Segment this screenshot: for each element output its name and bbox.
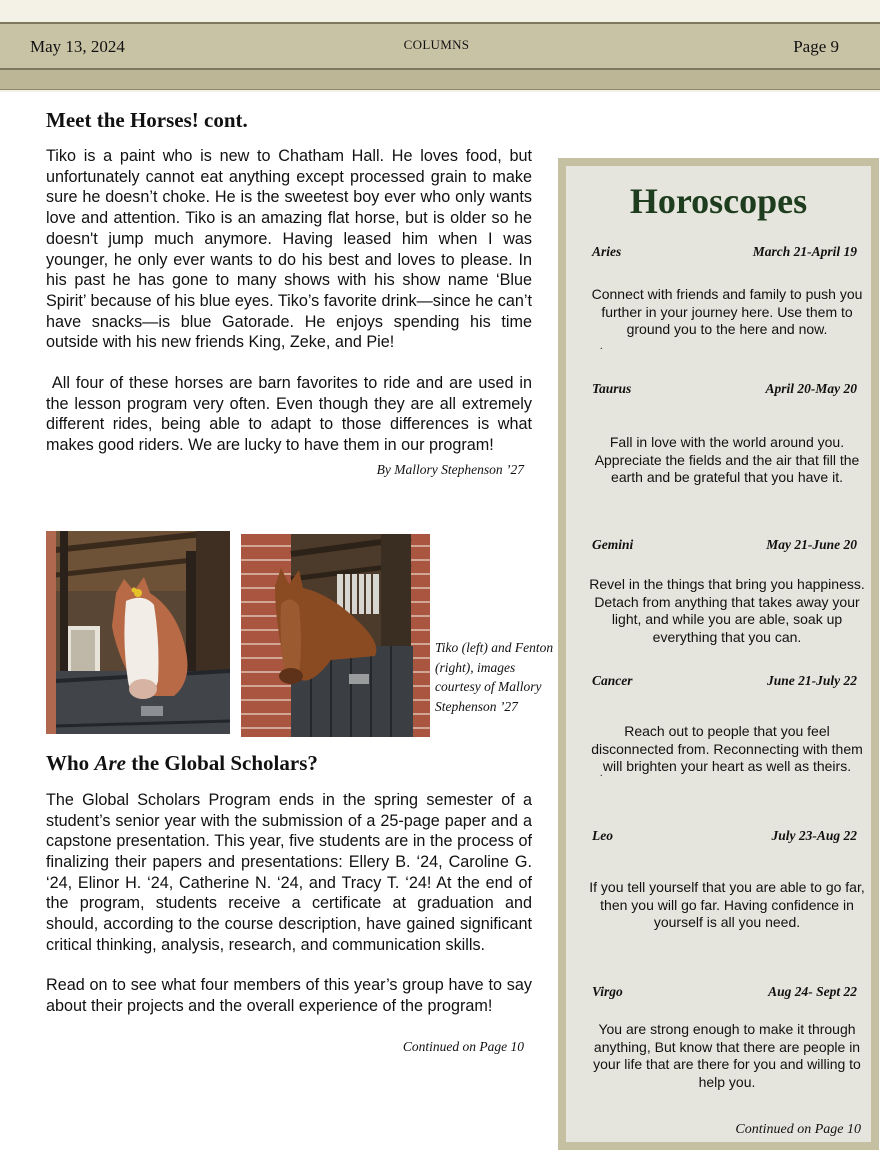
sign-name: Gemini bbox=[592, 537, 634, 552]
horoscopes-sidebar bbox=[558, 158, 879, 1150]
sign-heading-cancer bbox=[592, 673, 857, 689]
sign-heading-virgo bbox=[592, 984, 857, 1000]
horses-paragraph-2: All four of these horses are barn favorites to ride and are used in the lesson program very often. Even though they are all extremely different rides, being able to adapt to those differences is what makes good riders. We are lucky to have them in our program! bbox=[46, 374, 537, 455]
scholars-paragraph-1: The Global Scholars Program ends in the spring semester of a student’s senior year with the submission of a 25-page paper and a capstone presentation. This year, five students are in the process of finalizing their papers and presentations: Ellery B. ‘24, Caroline G. ‘24, Elinor H. ‘24, Catherine N. ‘24, and Tracy T. ‘24! At the end of the program, students receive a certificate at graduation and should, according to the course description, have gained significant critical thinking, analysis, research, and communication skills. bbox=[46, 790, 532, 954]
horses-article-title: Meet the Horses! cont. bbox=[46, 108, 248, 132]
horoscope-leo: If you tell yourself that you are able to go far, then you will go far. Having confidence in yourself is all you need. bbox=[589, 879, 865, 930]
issue-date: May 13, 2024 bbox=[30, 37, 125, 56]
sign-heading-aries bbox=[592, 244, 857, 260]
horoscope-gemini: Revel in the things that bring you happiness. Detach from anything that takes away your light, and while you are able, soak up everything that you can. bbox=[589, 576, 865, 645]
sign-dates: May 21-June 20 bbox=[766, 537, 857, 552]
sign-name: Aries bbox=[592, 244, 622, 259]
horoscopes-panel bbox=[566, 166, 871, 1142]
sign-name: Taurus bbox=[592, 381, 632, 396]
header-band-lower bbox=[0, 70, 880, 90]
sign-name: Leo bbox=[592, 828, 613, 843]
section-name: COLUMNS bbox=[403, 37, 470, 52]
sign-dates: March 21-April 19 bbox=[752, 244, 857, 259]
horses-paragraph-1: Tiko is a paint who is new to Chatham Hall. He loves food, but unfortunately cannot eat anything except processed grain to make sure he doesn’t choke. He is the sweetest boy ever who only wants love and attention. Tiko is an amazing flat horse, but is older so he doesn't jump much anymore. Having leased him when I was younger, he only ever wants to do his best and loves to please. In his past he has gone to many shows with his show name ‘Blue Spirit’ because of his blue eyes. Tiko’s favorite drink—since he can’t have snacks—is blue Gatorade. He enjoys spending his time outside with his new friends King, Zeke, and Pie! bbox=[46, 147, 532, 352]
sign-dates: April 20-May 20 bbox=[765, 381, 857, 396]
horoscopes-title: Horoscopes bbox=[629, 181, 808, 221]
photo-fenton bbox=[241, 534, 430, 737]
horoscope-cancer: Reach out to people that you feel disconnected from. Reconnecting with them will brighten your heart as well as theirs. bbox=[591, 723, 863, 774]
horoscope-taurus: Fall in love with the world around you. Appreciate the fields and the air that fill the earth and be grateful that you have it. bbox=[594, 434, 860, 485]
scholars-paragraph-2: Read on to see what four members of this year’s group have to say about their projects and the overall experience of the program! bbox=[46, 976, 532, 1016]
sign-dates: June 21-July 22 bbox=[766, 673, 857, 688]
photo-caption: Tiko (left) and Fenton (right), images courtesy of Mallory Stephenson ’27 bbox=[435, 640, 554, 714]
page-header bbox=[0, 0, 880, 92]
sign-dates: July 23-Aug 22 bbox=[771, 828, 857, 843]
horoscope-virgo: You are strong enough to make it through anything, But know that there are people in your life that are there for you and willing to help you. bbox=[593, 1021, 861, 1090]
stray-dot: . bbox=[600, 768, 603, 779]
stray-dot: . bbox=[600, 341, 603, 352]
scholars-continued: Continued on Page 10 bbox=[402, 1038, 524, 1054]
horoscopes-continued: Continued on Page 10 bbox=[735, 1122, 861, 1137]
sign-dates: Aug 24- Sept 22 bbox=[768, 984, 857, 999]
horses-byline: By Mallory Stephenson ’27 bbox=[376, 461, 524, 477]
sign-name: Cancer bbox=[592, 673, 633, 688]
sign-heading-gemini bbox=[592, 537, 857, 553]
sign-heading-leo bbox=[592, 828, 857, 844]
scholars-article-title: Who Are the Global Scholars? bbox=[46, 750, 318, 775]
page-number: Page 9 bbox=[793, 37, 839, 56]
photo-tiko bbox=[46, 531, 230, 734]
horoscope-aries: Connect with friends and family to push you further in your journey here. Use them to ground you to the here and now. bbox=[591, 286, 863, 337]
sign-name: Virgo bbox=[592, 984, 623, 999]
sign-heading-taurus bbox=[592, 381, 857, 397]
